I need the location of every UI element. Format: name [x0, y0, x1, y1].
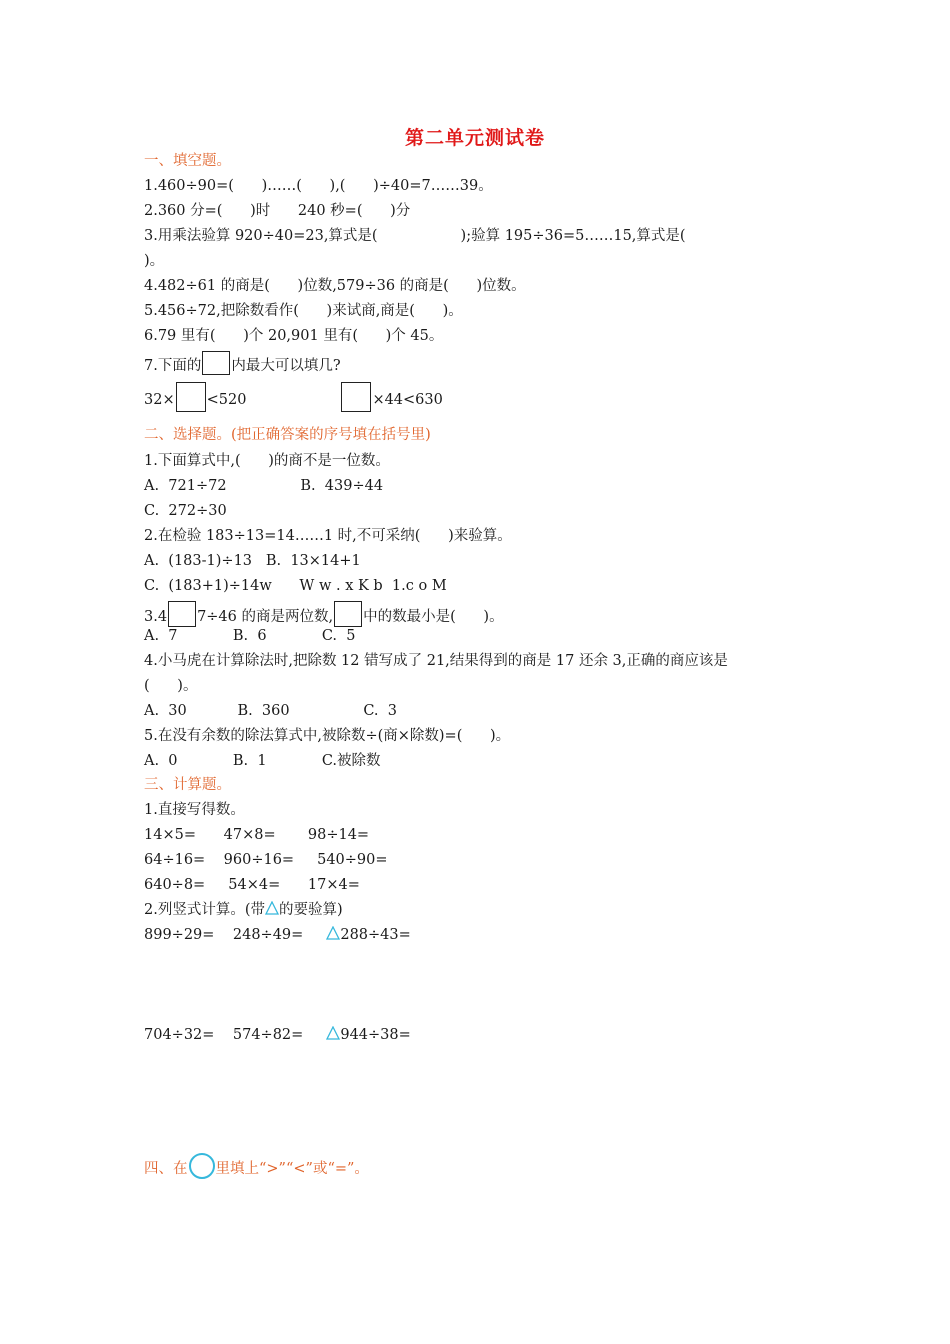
sec1-q6: 6.79 里有( )个 20,901 里有( )个 45。 — [144, 328, 444, 344]
sec2-q1-options-ab: A. 721÷72 B. 439÷44 — [144, 478, 384, 494]
calc-row1-check: 288÷43= — [340, 927, 411, 943]
sec1-q7-expressions — [144, 382, 443, 412]
sec2-q2-options-ab: A. (183-1)÷13 B. 13×14+1 — [144, 553, 361, 569]
q7-text-a: 7.下面的 — [144, 358, 202, 374]
section-3-heading: 三、计算题。 — [144, 777, 231, 793]
q3-text-c: 中的数最小是( )。 — [363, 609, 504, 625]
sec3-calc-row2 — [144, 1025, 411, 1045]
page-title: 第二单元测试卷 — [404, 127, 545, 149]
sec1-q5: 5.456÷72,把除数看作( )来试商,商是( )。 — [144, 303, 463, 319]
sec3-calc-row1 — [144, 925, 411, 945]
sec1-q1: 1.460÷90=( )……( ),( )÷40=7……39。 — [144, 178, 493, 194]
sec2-q3 — [144, 601, 504, 627]
triangle-icon — [326, 1026, 340, 1040]
answer-box — [334, 601, 362, 627]
sec3-row3: 640÷8= 54×4= 17×4= — [144, 877, 360, 893]
section-4-heading — [144, 1153, 369, 1179]
section-1-heading: 一、填空题。 — [144, 153, 231, 169]
sec2-q4-options: A. 30 B. 360 C. 3 — [144, 703, 397, 719]
calc-row1-text: 899÷29= 248÷49= — [144, 927, 327, 943]
q7-expr-2: ×44<630 — [372, 392, 443, 408]
sec2-q5-options: A. 0 B. 1 C.被除数 — [144, 753, 381, 769]
sec2-q2-option-c: C. (183+1)÷14w W w . x K b 1.c o M — [144, 578, 447, 594]
sec2-q4-line1: 4.小马虎在计算除法时,把除数 12 错写成了 21,结果得到的商是 17 还余 3,正确的商应该是 — [144, 653, 728, 669]
triangle-icon — [265, 901, 279, 915]
sec2-q1: 1.下面算式中,( )的商不是一位数。 — [144, 453, 390, 469]
sec1-q3-line2: )。 — [144, 253, 165, 269]
sec1-q3-line1: 3.用乘法验算 920÷40=23,算式是( );验算 195÷36=5……15,算式是( — [144, 228, 686, 244]
q3-text-a: 3.4 — [144, 609, 168, 625]
circle-icon — [189, 1153, 215, 1179]
answer-box — [168, 601, 196, 627]
sec4-text-a: 四、在 — [144, 1161, 188, 1177]
sec3-part1: 1.直接写得数。 — [144, 802, 245, 818]
answer-box — [202, 351, 230, 375]
section-2-heading: 二、选择题。(把正确答案的序号填在括号里) — [144, 427, 431, 443]
sec3-row2: 64÷16= 960÷16= 540÷90= — [144, 852, 388, 868]
calc-row2-check: 944÷38= — [340, 1027, 411, 1043]
q7-text-b: 内最大可以填几? — [231, 358, 341, 374]
sec2-q1-option-c: C. 272÷30 — [144, 503, 227, 519]
sec2-q5: 5.在没有余数的除法算式中,被除数÷(商×除数)=( )。 — [144, 728, 511, 744]
sec4-text-b: 里填上“>”“<”或“=”。 — [215, 1161, 369, 1177]
p2-text-a: 2.列竖式计算。(带 — [144, 902, 265, 918]
answer-box — [341, 382, 371, 412]
answer-box — [176, 382, 206, 412]
p2-text-b: 的要验算) — [279, 902, 343, 918]
sec1-q4: 4.482÷61 的商是( )位数,579÷36 的商是( )位数。 — [144, 278, 526, 294]
sec2-q4-line2: ( )。 — [144, 678, 198, 694]
sec1-q2: 2.360 分=( )时 240 秒=( )分 — [144, 203, 411, 219]
triangle-icon — [326, 926, 340, 940]
q3-text-b: 7÷46 的商是两位数, — [197, 609, 334, 625]
q7-expr-1a: 32× — [144, 392, 175, 408]
sec2-q3-options: A. 7 B. 6 C. 5 — [144, 628, 356, 644]
sec1-q7 — [144, 351, 341, 376]
sec3-row1: 14×5= 47×8= 98÷14= — [144, 827, 370, 843]
q7-expr-1b: <520 — [206, 392, 247, 408]
calc-row2-text: 704÷32= 574÷82= — [144, 1027, 327, 1043]
sec3-part2 — [144, 900, 343, 920]
sec2-q2: 2.在检验 183÷13=14……1 时,不可采纳( )来验算。 — [144, 528, 512, 544]
